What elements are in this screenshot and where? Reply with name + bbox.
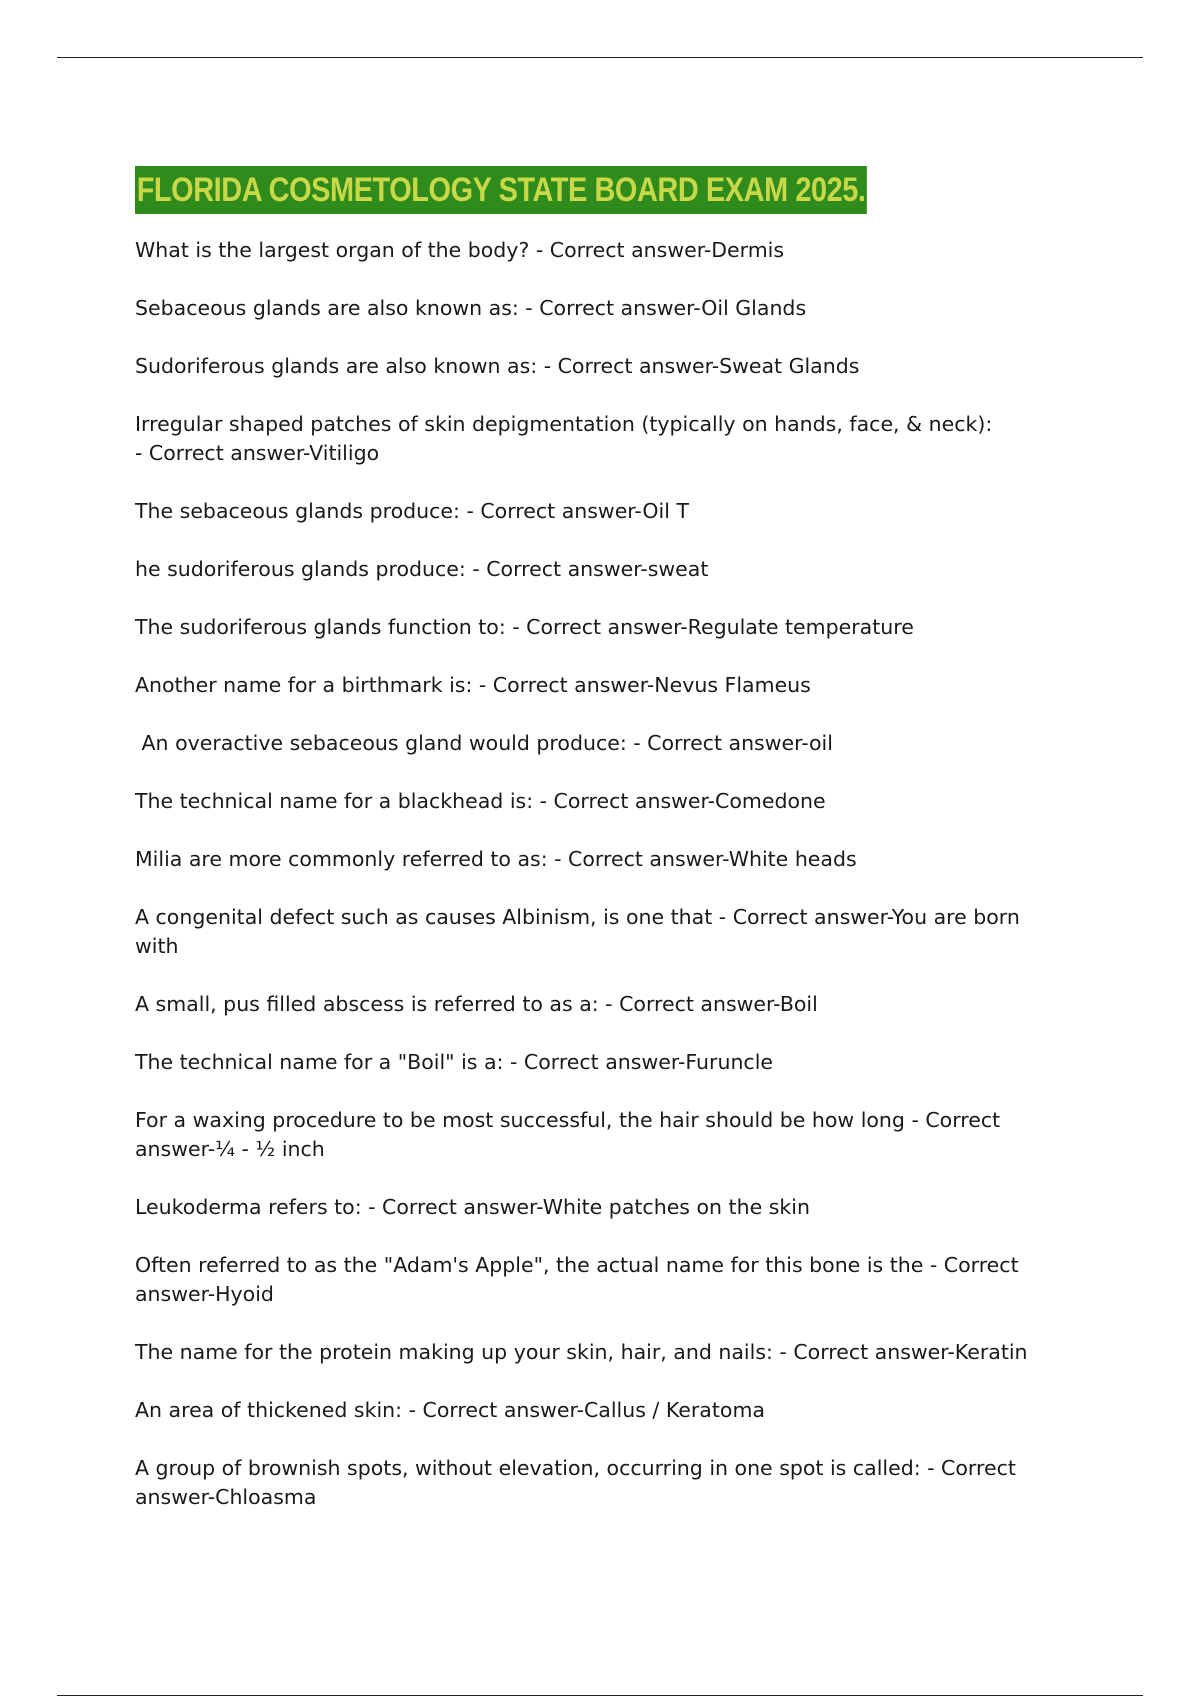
qa-list (135, 236, 1095, 1512)
document-body (135, 166, 1095, 1541)
qa-item: Sebaceous glands are also known as: - Correct answer-Oil Glands (135, 296, 807, 320)
qa-item: A congenital defect such as causes Albinism, is one that - Correct answer-You are born with (135, 905, 1020, 958)
qa-item: Irregular shaped patches of skin depigmentation (typically on hands, face, & neck): - Correct answer-Vitiligo (135, 412, 993, 465)
qa-item: The name for the protein making up your skin, hair, and nails: - Correct answer-Keratin (135, 1340, 1028, 1364)
qa-item: An area of thickened skin: - Correct answer-Callus / Keratoma (135, 1398, 765, 1422)
qa-item: The sudoriferous glands function to: - Correct answer-Regulate temperature (135, 615, 914, 639)
qa-item: A small, pus filled abscess is referred to as a: - Correct answer-Boil (135, 992, 818, 1016)
qa-item: Milia are more commonly referred to as: - Correct answer-White heads (135, 847, 857, 871)
qa-item: A group of brownish spots, without elevation, occurring in one spot is called: - Correct answer-Chloasma (135, 1456, 1016, 1509)
top-rule (57, 57, 1143, 58)
qa-item: Often referred to as the "Adam's Apple", the actual name for this bone is the - Correct answer-Hyoid (135, 1253, 1019, 1306)
qa-item: What is the largest organ of the body? - Correct answer-Dermis (135, 238, 785, 262)
qa-item: An overactive sebaceous gland would produce: - Correct answer-oil (135, 731, 833, 755)
qa-item: For a waxing procedure to be most successful, the hair should be how long - Correct answer-¼ - ½ inch (135, 1108, 1001, 1161)
document-title: FLORIDA COSMETOLOGY STATE BOARD EXAM 2025. (135, 166, 867, 214)
qa-item: he sudoriferous glands produce: - Correct answer-sweat (135, 557, 709, 581)
bottom-rule (57, 1695, 1143, 1696)
qa-item: Sudoriferous glands are also known as: - Correct answer-Sweat Glands (135, 354, 860, 378)
qa-item: Leukoderma refers to: - Correct answer-White patches on the skin (135, 1195, 810, 1219)
qa-item: The sebaceous glands produce: - Correct answer-Oil T (135, 499, 689, 523)
qa-item: The technical name for a blackhead is: - Correct answer-Comedone (135, 789, 826, 813)
qa-item: The technical name for a "Boil" is a: - Correct answer-Furuncle (135, 1050, 774, 1074)
qa-item: Another name for a birthmark is: - Correct answer-Nevus Flameus (135, 673, 811, 697)
